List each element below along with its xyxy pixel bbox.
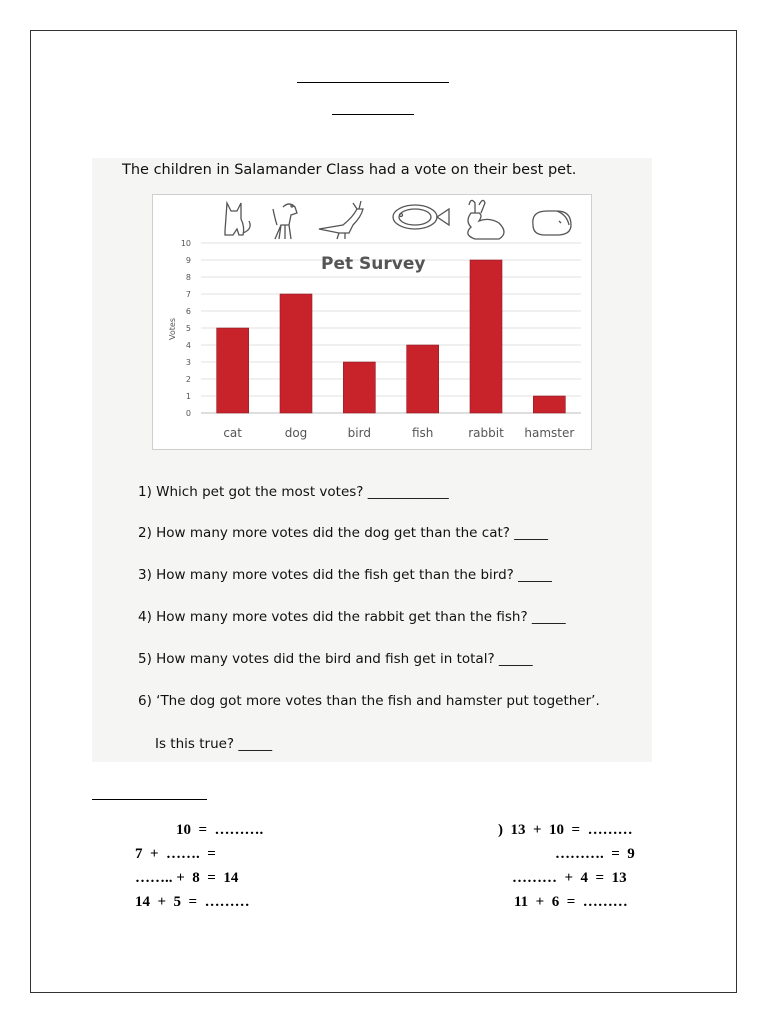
- y-tick-label: 5: [185, 324, 191, 333]
- x-axis-ticks: [223, 426, 574, 440]
- bar-bird: [343, 362, 375, 413]
- y-tick-label: 9: [185, 256, 191, 265]
- exercise-underline: [92, 799, 207, 800]
- sum-right-2: ………. = 9: [555, 846, 635, 862]
- question-3: 3) How many more votes did the fish get than the bird? _____: [138, 567, 552, 583]
- bar-cat: [217, 328, 249, 413]
- bird-icon: [319, 201, 363, 239]
- chart-title: Pet Survey: [321, 254, 426, 274]
- x-tick-label-cat: cat: [223, 426, 242, 440]
- sum-right-4: 11 + 6 = ………: [514, 894, 628, 910]
- title-underline: [297, 82, 449, 83]
- sum-left-1: 10 = ……….: [176, 822, 264, 838]
- pet-survey-chart: [153, 195, 591, 449]
- sum-right-1: ) 13 + 10 = ………: [498, 822, 633, 838]
- hamster-icon: [533, 211, 571, 235]
- sum-left-4: 14 + 5 = ………: [135, 894, 250, 910]
- intro-text: The children in Salamander Class had a vote on their best pet.: [122, 162, 577, 178]
- rabbit-icon: [468, 200, 504, 239]
- x-tick-label-rabbit: rabbit: [468, 426, 504, 440]
- y-tick-label: 1: [185, 392, 191, 401]
- y-axis-ticks: [181, 239, 191, 418]
- question-1: 1) Which pet got the most votes? ____________: [138, 484, 449, 500]
- bar-rabbit: [470, 260, 502, 413]
- bar-fish: [407, 345, 439, 413]
- y-tick-label: 3: [185, 358, 191, 367]
- y-tick-label: 0: [185, 409, 191, 418]
- y-tick-label: 8: [185, 273, 191, 282]
- x-tick-label-fish: fish: [411, 426, 434, 440]
- x-tick-label-dog: dog: [284, 426, 308, 440]
- x-tick-label-hamster: hamster: [524, 426, 575, 440]
- chart-frame: [152, 194, 592, 450]
- bar-hamster: [533, 396, 565, 413]
- question-2: 2) How many more votes did the dog get than the cat? _____: [138, 525, 548, 541]
- subtitle-underline: [332, 114, 414, 115]
- y-tick-label: 10: [180, 239, 191, 248]
- y-tick-label: 4: [185, 341, 191, 350]
- x-tick-label-bird: bird: [347, 426, 371, 440]
- y-tick-label: 6: [185, 307, 191, 316]
- chart-bars: [217, 260, 566, 413]
- question-4: 4) How many more votes did the rabbit get than the fish? _____: [138, 609, 566, 625]
- fish-icon: [393, 205, 449, 229]
- bar-dog: [280, 294, 312, 413]
- y-axis-label: Votes: [168, 318, 177, 340]
- question-6-answer: Is this true? _____: [155, 736, 273, 752]
- y-tick-label: 2: [185, 375, 191, 384]
- y-tick-label: 7: [185, 290, 191, 299]
- sum-left-2: 7 + ……. =: [135, 846, 216, 862]
- cat-icon: [225, 203, 250, 235]
- question-6: 6) ‘The dog got more votes than the fish and hamster put together’.: [138, 693, 600, 709]
- question-5: 5) How many votes did the bird and fish get in total? _____: [138, 651, 533, 667]
- sum-left-3: …….. + 8 = 14: [135, 870, 239, 886]
- dog-icon: [273, 204, 297, 239]
- sum-right-3: ……… + 4 = 13: [512, 870, 627, 886]
